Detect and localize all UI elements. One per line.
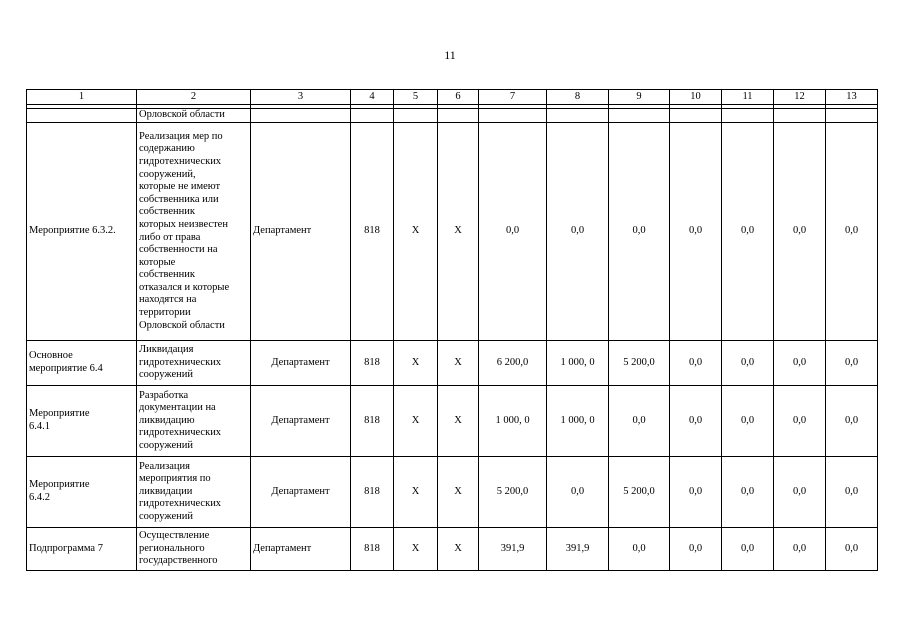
cell-c6: Х (438, 528, 479, 571)
cell-c9: 5 200,0 (609, 341, 670, 386)
cell-c11 (722, 109, 774, 123)
row-department: Департамент (251, 457, 351, 528)
column-header-1: 1 (27, 90, 137, 105)
column-header-6: 6 (438, 90, 479, 105)
table-row (27, 341, 878, 386)
row-department: Департамент (251, 341, 351, 386)
row-department: Департамент (251, 386, 351, 457)
cell-c5: Х (394, 341, 438, 386)
cell-c10: 0,0 (670, 457, 722, 528)
cell-c11: 0,0 (722, 457, 774, 528)
cell-c5: Х (394, 528, 438, 571)
cell-c5: Х (394, 123, 438, 341)
column-header-7: 7 (479, 90, 547, 105)
cell-c13: 0,0 (826, 457, 878, 528)
cell-c6: Х (438, 386, 479, 457)
cell-c8: 0,0 (547, 123, 609, 341)
cell-c7 (479, 109, 547, 123)
column-header-13: 13 (826, 90, 878, 105)
row-department: Департамент (251, 123, 351, 341)
cell-c8: 1 000, 0 (547, 341, 609, 386)
cell-c9: 5 200,0 (609, 457, 670, 528)
row-name: Орловской области (137, 109, 251, 123)
table-row (27, 528, 878, 571)
program-table (26, 89, 878, 571)
row-code: Мероприятие 6.3.2. (27, 123, 137, 341)
column-header-2: 2 (137, 90, 251, 105)
row-name: Реализация мероприятия по ликвидации гидротехнических сооружений (137, 457, 251, 528)
cell-c9: 0,0 (609, 528, 670, 571)
cell-c13 (826, 109, 878, 123)
table-row (27, 109, 878, 123)
cell-c10: 0,0 (670, 386, 722, 457)
cell-c8 (547, 109, 609, 123)
cell-c9 (609, 109, 670, 123)
cell-c7: 391,9 (479, 528, 547, 571)
cell-c6: Х (438, 457, 479, 528)
cell-c7: 6 200,0 (479, 341, 547, 386)
cell-c11: 0,0 (722, 341, 774, 386)
cell-c8: 1 000, 0 (547, 386, 609, 457)
cell-c13: 0,0 (826, 341, 878, 386)
column-header-9: 9 (609, 90, 670, 105)
cell-c13: 0,0 (826, 386, 878, 457)
cell-c11: 0,0 (722, 123, 774, 341)
cell-c12: 0,0 (774, 123, 826, 341)
row-name: Разработка документации на ликвидацию гидротехнических сооружений (137, 386, 251, 457)
cell-c12: 0,0 (774, 386, 826, 457)
column-header-8: 8 (547, 90, 609, 105)
cell-c12: 0,0 (774, 341, 826, 386)
cell-c5: Х (394, 457, 438, 528)
cell-c7: 0,0 (479, 123, 547, 341)
cell-c10: 0,0 (670, 123, 722, 341)
cell-c4: 818 (351, 123, 394, 341)
cell-c8: 0,0 (547, 457, 609, 528)
cell-c12: 0,0 (774, 528, 826, 571)
cell-c4: 818 (351, 457, 394, 528)
column-header-4: 4 (351, 90, 394, 105)
cell-c10: 0,0 (670, 528, 722, 571)
cell-c5 (394, 109, 438, 123)
column-header-10: 10 (670, 90, 722, 105)
table-row (27, 123, 878, 341)
column-number-row (27, 90, 878, 105)
cell-c13: 0,0 (826, 123, 878, 341)
cell-c6: Х (438, 341, 479, 386)
row-name: Реализация мер по содержанию гидротехнических сооружений, которые не имеют собственника или собственник которых неизвестен либо от права собственности на которые собственник отказался и которые находятся на территории Орловской области (137, 123, 251, 341)
table-row (27, 457, 878, 528)
cell-c8: 391,9 (547, 528, 609, 571)
cell-c4: 818 (351, 341, 394, 386)
cell-c10 (670, 109, 722, 123)
column-header-3: 3 (251, 90, 351, 105)
cell-c6 (438, 109, 479, 123)
row-name: Осуществление регионального государственного (137, 528, 251, 571)
cell-c7: 1 000, 0 (479, 386, 547, 457)
cell-c5: Х (394, 386, 438, 457)
row-code (27, 109, 137, 123)
row-code: Основное мероприятие 6.4 (27, 341, 137, 386)
cell-c12: 0,0 (774, 457, 826, 528)
cell-c12 (774, 109, 826, 123)
cell-c4: 818 (351, 386, 394, 457)
cell-c9: 0,0 (609, 386, 670, 457)
cell-c11: 0,0 (722, 528, 774, 571)
cell-c11: 0,0 (722, 386, 774, 457)
cell-c9: 0,0 (609, 123, 670, 341)
column-header-12: 12 (774, 90, 826, 105)
table-row (27, 386, 878, 457)
row-department: Департамент (251, 528, 351, 571)
column-header-11: 11 (722, 90, 774, 105)
cell-c10: 0,0 (670, 341, 722, 386)
page-number: 11 (444, 48, 456, 62)
cell-c13: 0,0 (826, 528, 878, 571)
row-name: Ликвидация гидротехнических сооружений (137, 341, 251, 386)
row-department (251, 109, 351, 123)
row-code: Мероприятие 6.4.2 (27, 457, 137, 528)
row-code: Мероприятие 6.4.1 (27, 386, 137, 457)
cell-c4: 818 (351, 528, 394, 571)
cell-c7: 5 200,0 (479, 457, 547, 528)
column-header-5: 5 (394, 90, 438, 105)
row-code: Подпрограмма 7 (27, 528, 137, 571)
cell-c4 (351, 109, 394, 123)
cell-c6: Х (438, 123, 479, 341)
